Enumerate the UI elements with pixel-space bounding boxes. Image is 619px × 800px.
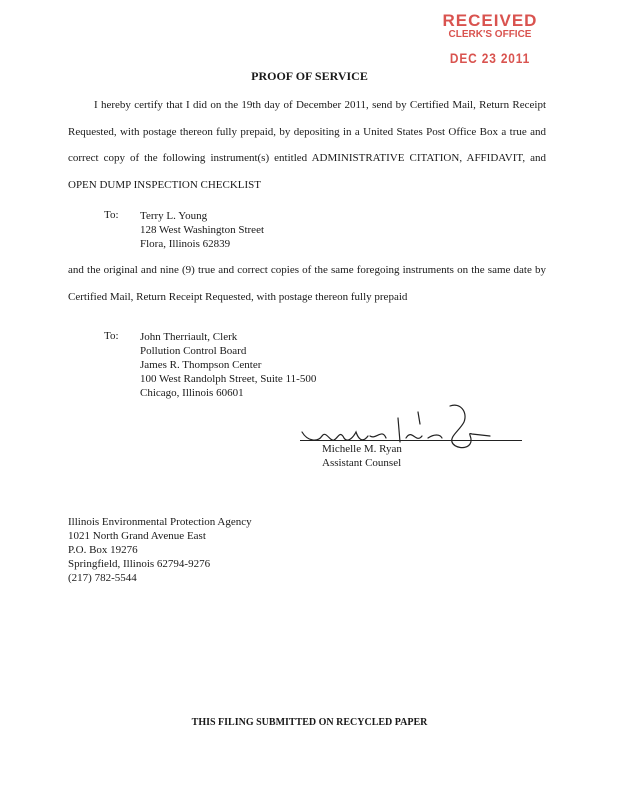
recipient1-line: Terry L. Young <box>140 210 208 222</box>
recipient1-line: Flora, Illinois 62839 <box>140 238 231 250</box>
recipient1-address <box>140 209 264 251</box>
footer-note: THIS FILING SUBMITTED ON RECYCLED PAPER <box>191 717 428 728</box>
recipient1-label: To: <box>104 209 119 221</box>
signer-title: Assistant Counsel <box>322 457 402 469</box>
recipient2-line: 100 West Randolph Street, Suite 11-500 <box>140 373 317 385</box>
recipient2-line: John Therriault, Clerk <box>140 331 238 343</box>
certification-paragraph: I hereby certify that I did on the 19th day of December 2011, send by Certified Mail, Return Receipt Requested, with postage thereon fully prepaid, by depositing in a United States Post Office Box a true and correct copy of the following instrument(s) entitled ADMINISTRATIVE CITATION, AFFIDAVIT, and OPEN DUMP INSPECTION CHECKLIST <box>68 99 546 191</box>
signature-line <box>300 440 522 441</box>
stamp-received: RECEIVED <box>442 11 538 30</box>
signature-block <box>300 398 522 478</box>
agency-address <box>68 515 252 585</box>
received-stamp <box>430 12 550 66</box>
agency-line: 1021 North Grand Avenue East <box>68 530 206 542</box>
stamp-clerks-office: CLERK'S OFFICE <box>448 29 532 40</box>
recipient2-line: James R. Thompson Center <box>140 359 262 371</box>
recipient2-address <box>140 330 316 400</box>
recipient2-label: To: <box>104 330 119 342</box>
copies-paragraph: and the original and nine (9) true and correct copies of the same foregoing instruments on the same date by Certified Mail, Return Receipt Requested, with postage thereon fully prepaid <box>68 264 546 303</box>
signer-name: Michelle M. Ryan <box>322 443 402 455</box>
stamp-date: DEC 23 2011 <box>449 50 531 66</box>
agency-line: (217) 782-5544 <box>68 572 137 584</box>
page-title: PROOF OF SERVICE <box>251 69 368 83</box>
agency-line: Illinois Environmental Protection Agency <box>68 516 252 528</box>
agency-line: Springfield, Illinois 62794-9276 <box>68 558 211 570</box>
agency-line: P.O. Box 19276 <box>68 544 138 556</box>
recipient1-line: 128 West Washington Street <box>140 224 265 236</box>
signer-info <box>322 442 402 470</box>
recipient2-line: Pollution Control Board <box>140 345 247 357</box>
recipient2-line: Chicago, Illinois 60601 <box>140 387 244 399</box>
